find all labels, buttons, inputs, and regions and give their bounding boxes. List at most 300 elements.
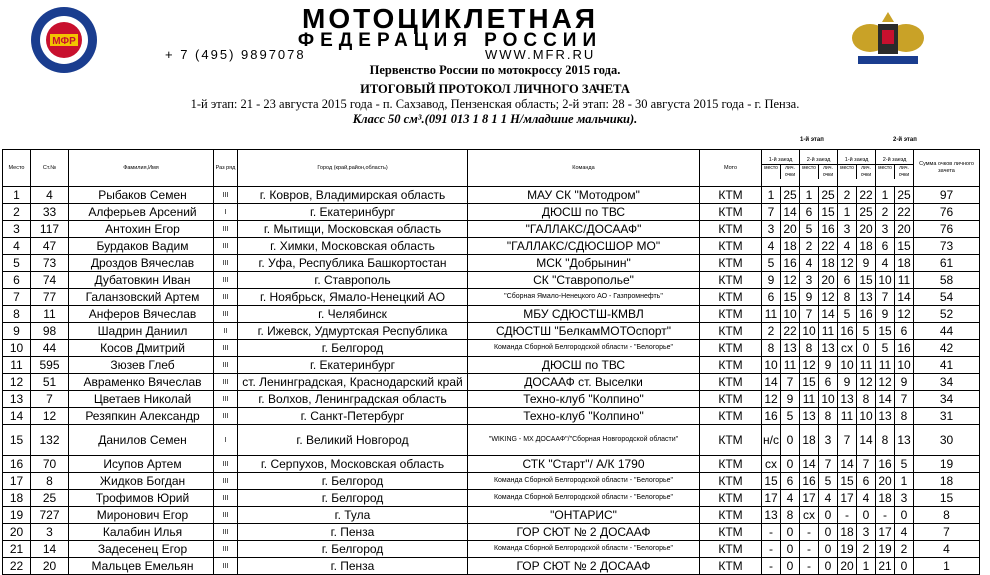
cell-team: СК "Ставрополье" <box>468 272 700 289</box>
cell-number: 33 <box>31 204 69 221</box>
cell-s2r2-place: 19 <box>876 541 895 558</box>
cell-team: ДЮСШ по ТВС <box>468 357 700 374</box>
cell-place: 19 <box>3 507 31 524</box>
cell-number: 25 <box>31 490 69 507</box>
cell-s1r1-place: сх <box>762 456 781 473</box>
cell-name: Резяпкин Александр <box>69 408 214 425</box>
cell-s1r2-points: 8 <box>819 408 838 425</box>
cell-s1r2-place: 16 <box>800 473 819 490</box>
cell-city: г. Уфа, Республика Башкортостан <box>238 255 468 272</box>
cell-s2r2-place: 10 <box>876 272 895 289</box>
cell-city: г. Екатеринбург <box>238 357 468 374</box>
col-number: Ст.№ <box>31 150 69 187</box>
cell-s2r2-place: 16 <box>876 456 895 473</box>
cell-s1r1-points: 18 <box>781 238 800 255</box>
cell-s1r1-points: 25 <box>781 187 800 204</box>
col-name: Фамилия,Имя <box>69 150 214 187</box>
cell-s2r2-points: 0 <box>895 558 914 575</box>
cell-s2r2-place: 20 <box>876 473 895 490</box>
table-row <box>3 340 980 357</box>
cell-s1r1-points: 14 <box>781 204 800 221</box>
cell-place: 5 <box>3 255 31 272</box>
cell-moto: КТМ <box>700 357 762 374</box>
cell-s1r1-place: н/с <box>762 425 781 456</box>
col-team: Команда <box>468 150 700 187</box>
cell-s2r1-points: 14 <box>857 425 876 456</box>
cell-s1r2-place: 5 <box>800 221 819 238</box>
cell-place: 20 <box>3 524 31 541</box>
cell-rank: III <box>214 255 238 272</box>
cell-s1r1-place: 16 <box>762 408 781 425</box>
cell-rank: III <box>214 238 238 255</box>
cell-s2r2-place: 2 <box>876 204 895 221</box>
cell-team: ГОР СЮТ № 2 ДОСААФ <box>468 558 700 575</box>
cell-s2r1-points: 7 <box>857 456 876 473</box>
cell-s2r1-points: 13 <box>857 289 876 306</box>
table-row <box>3 541 980 558</box>
cell-s1r2-points: 10 <box>819 391 838 408</box>
table-row <box>3 456 980 473</box>
cell-s1r1-place: 15 <box>762 473 781 490</box>
cell-total: 97 <box>914 187 980 204</box>
cell-rank: III <box>214 272 238 289</box>
cell-s2r1-place: 12 <box>838 255 857 272</box>
cell-s1r1-points: 0 <box>781 541 800 558</box>
cell-number: 70 <box>31 456 69 473</box>
cell-s2r1-place: 14 <box>838 456 857 473</box>
cell-moto: КТМ <box>700 238 762 255</box>
cell-s2r1-points: 22 <box>857 187 876 204</box>
cell-s1r1-points: 13 <box>781 340 800 357</box>
cell-s2r1-place: 20 <box>838 558 857 575</box>
cell-rank: III <box>214 357 238 374</box>
cell-name: Зюзев Глеб <box>69 357 214 374</box>
cell-total: 19 <box>914 456 980 473</box>
cell-moto: КТМ <box>700 221 762 238</box>
cell-team: "WIKING - MX ДОСААФ"/"Сборная Новгородской области" <box>468 425 700 456</box>
table-row <box>3 238 980 255</box>
cell-s1r2-place: 13 <box>800 408 819 425</box>
cell-total: 76 <box>914 221 980 238</box>
table-row <box>3 221 980 238</box>
cell-name: Жидков Богдан <box>69 473 214 490</box>
cell-moto: КТМ <box>700 490 762 507</box>
col-stage1-race1: 1-й заезд место лич. очки <box>762 150 800 187</box>
cell-s2r1-points: 8 <box>857 391 876 408</box>
cell-city: г. Челябинск <box>238 306 468 323</box>
cell-s2r1-place: 6 <box>838 272 857 289</box>
table-row <box>3 357 980 374</box>
cell-s2r1-place: 1 <box>838 204 857 221</box>
cell-s2r2-points: 2 <box>895 541 914 558</box>
cell-total: 1 <box>914 558 980 575</box>
cell-s1r1-points: 22 <box>781 323 800 340</box>
cell-s2r2-points: 12 <box>895 306 914 323</box>
table-row <box>3 272 980 289</box>
table-row <box>3 408 980 425</box>
double-eagle-emblem-icon <box>848 10 928 70</box>
cell-city: г. Белгород <box>238 541 468 558</box>
cell-s1r1-points: 11 <box>781 357 800 374</box>
cell-city: г. Ставрополь <box>238 272 468 289</box>
cell-s2r2-points: 7 <box>895 391 914 408</box>
cell-s1r1-points: 12 <box>781 272 800 289</box>
cell-s1r1-place: 17 <box>762 490 781 507</box>
cell-s1r2-place: - <box>800 541 819 558</box>
cell-s1r2-place: 17 <box>800 490 819 507</box>
cell-place: 13 <box>3 391 31 408</box>
cell-place: 22 <box>3 558 31 575</box>
cell-s1r2-place: 14 <box>800 456 819 473</box>
cell-city: г. Пенза <box>238 524 468 541</box>
cell-total: 61 <box>914 255 980 272</box>
cell-s1r2-place: - <box>800 524 819 541</box>
cell-city: г. Ижевск, Удмуртская Республика <box>238 323 468 340</box>
cell-moto: КТМ <box>700 524 762 541</box>
cell-s1r2-place: 6 <box>800 204 819 221</box>
document-titles <box>0 63 990 127</box>
website: WWW.MFR.RU <box>485 47 596 62</box>
cell-s2r1-place: 13 <box>838 391 857 408</box>
cell-total: 54 <box>914 289 980 306</box>
table-row <box>3 507 980 524</box>
cell-number: 51 <box>31 374 69 391</box>
cell-city: г. Тула <box>238 507 468 524</box>
cell-number: 44 <box>31 340 69 357</box>
cell-s1r1-place: 9 <box>762 272 781 289</box>
cell-place: 9 <box>3 323 31 340</box>
cell-number: 7 <box>31 391 69 408</box>
cell-s1r1-points: 20 <box>781 221 800 238</box>
table-row <box>3 323 980 340</box>
cell-s2r1-place: 9 <box>838 374 857 391</box>
cell-s1r2-place: 10 <box>800 323 819 340</box>
results-table <box>2 149 980 575</box>
cell-s2r1-place: 18 <box>838 524 857 541</box>
cell-place: 4 <box>3 238 31 255</box>
stage1-label: 1-й этап <box>800 137 824 143</box>
cell-total: 34 <box>914 374 980 391</box>
cell-s1r2-points: 20 <box>819 272 838 289</box>
col-rank: Раз ряд <box>214 150 238 187</box>
contact-line <box>165 47 745 62</box>
cell-s1r1-place: - <box>762 558 781 575</box>
cell-team: Команда Сборной Белгородской области - "Белогорье" <box>468 490 700 507</box>
cell-name: Цветаев Николай <box>69 391 214 408</box>
cell-s1r2-place: 4 <box>800 255 819 272</box>
cell-team: "ГАЛЛАКС/СДЮСШОР МО" <box>468 238 700 255</box>
cell-s2r2-points: 6 <box>895 323 914 340</box>
cell-s1r2-place: 1 <box>800 187 819 204</box>
cell-total: 4 <box>914 541 980 558</box>
cell-s2r1-points: 6 <box>857 473 876 490</box>
cell-total: 76 <box>914 204 980 221</box>
cell-moto: КТМ <box>700 408 762 425</box>
cell-number: 727 <box>31 507 69 524</box>
cell-name: Авраменко Вячеслав <box>69 374 214 391</box>
cell-s2r1-place: 3 <box>838 221 857 238</box>
cell-place: 2 <box>3 204 31 221</box>
cell-s2r1-place: 16 <box>838 323 857 340</box>
cell-team: ДЮСШ по ТВС <box>468 204 700 221</box>
cell-city: г. Санкт-Петербург <box>238 408 468 425</box>
cell-team: СДЮСТШ "БелкамМОТОспорт" <box>468 323 700 340</box>
cell-team: Техно-клуб "Колпино" <box>468 408 700 425</box>
cell-number: 14 <box>31 541 69 558</box>
cell-s2r2-place: 14 <box>876 391 895 408</box>
cell-s1r2-place: - <box>800 558 819 575</box>
cell-name: Дроздов Вячеслав <box>69 255 214 272</box>
col-city: Город (край,район,область) <box>238 150 468 187</box>
table-row <box>3 558 980 575</box>
cell-place: 6 <box>3 272 31 289</box>
col-stage2-race2: 2-й заезд место лич. очки <box>876 150 914 187</box>
cell-total: 34 <box>914 391 980 408</box>
cell-s1r1-points: 6 <box>781 473 800 490</box>
cell-name: Антохин Егор <box>69 221 214 238</box>
cell-s2r1-points: 16 <box>857 306 876 323</box>
cell-s2r1-place: 17 <box>838 490 857 507</box>
table-row <box>3 490 980 507</box>
cell-s2r1-points: 0 <box>857 340 876 357</box>
cell-s2r1-points: 5 <box>857 323 876 340</box>
cell-number: 74 <box>31 272 69 289</box>
cell-s1r2-points: 9 <box>819 357 838 374</box>
cell-team: МСК "Добрынин" <box>468 255 700 272</box>
cell-s1r1-points: 9 <box>781 391 800 408</box>
cell-rank: III <box>214 473 238 490</box>
cell-s2r2-place: 1 <box>876 187 895 204</box>
cell-total: 8 <box>914 507 980 524</box>
col-place: Место <box>3 150 31 187</box>
org-name-line2: ФЕДЕРАЦИЯ РОССИИ <box>297 30 603 51</box>
cell-s2r1-place: 15 <box>838 473 857 490</box>
cell-s1r2-points: 4 <box>819 490 838 507</box>
cell-s1r1-place: 3 <box>762 221 781 238</box>
cell-s2r1-place: 2 <box>838 187 857 204</box>
cell-s1r2-points: 11 <box>819 323 838 340</box>
cell-team: МАУ СК "Мотодром" <box>468 187 700 204</box>
cell-s2r2-place: 4 <box>876 255 895 272</box>
cell-moto: КТМ <box>700 456 762 473</box>
stages-info: 1-й этап: 21 - 23 августа 2015 года - п. Сахзавод, Пензенская область; 2-й этап: 28 - 30 августа 2015 года - г. Пенза. <box>190 97 800 111</box>
cell-number: 11 <box>31 306 69 323</box>
cell-s1r2-place: 7 <box>800 306 819 323</box>
cell-s1r1-points: 10 <box>781 306 800 323</box>
cell-s2r2-points: 8 <box>895 408 914 425</box>
cell-place: 8 <box>3 306 31 323</box>
cell-rank: III <box>214 391 238 408</box>
cell-city: г. Белгород <box>238 473 468 490</box>
cell-moto: КТМ <box>700 323 762 340</box>
cell-s2r2-place: - <box>876 507 895 524</box>
cell-s1r2-points: 15 <box>819 204 838 221</box>
cell-rank: I <box>214 204 238 221</box>
cell-place: 17 <box>3 473 31 490</box>
cell-s1r1-place: - <box>762 524 781 541</box>
cell-s1r2-points: 16 <box>819 221 838 238</box>
cell-number: 12 <box>31 408 69 425</box>
cell-place: 10 <box>3 340 31 357</box>
cell-team: СТК "Старт"/ А/К 1790 <box>468 456 700 473</box>
cell-s1r2-points: 12 <box>819 289 838 306</box>
cell-s1r2-points: 7 <box>819 456 838 473</box>
cell-s1r2-points: 0 <box>819 558 838 575</box>
cell-total: 15 <box>914 490 980 507</box>
cell-s1r1-place: 1 <box>762 187 781 204</box>
cell-name: Трофимов Юрий <box>69 490 214 507</box>
cell-s1r2-points: 5 <box>819 473 838 490</box>
cell-number: 20 <box>31 558 69 575</box>
cell-s1r2-points: 25 <box>819 187 838 204</box>
cell-place: 12 <box>3 374 31 391</box>
cell-s2r2-points: 14 <box>895 289 914 306</box>
cell-s2r1-place: сх <box>838 340 857 357</box>
cell-moto: КТМ <box>700 558 762 575</box>
cell-s2r2-points: 9 <box>895 374 914 391</box>
cell-s1r2-place: 18 <box>800 425 819 456</box>
table-header <box>3 150 980 187</box>
cell-s2r2-points: 13 <box>895 425 914 456</box>
cell-s2r1-place: 5 <box>838 306 857 323</box>
cell-number: 3 <box>31 524 69 541</box>
cell-s2r2-place: 17 <box>876 524 895 541</box>
cell-rank: III <box>214 490 238 507</box>
cell-place: 7 <box>3 289 31 306</box>
cell-number: 77 <box>31 289 69 306</box>
cell-rank: III <box>214 221 238 238</box>
cell-moto: КТМ <box>700 541 762 558</box>
cell-city: г. Екатеринбург <box>238 204 468 221</box>
cell-s1r1-place: 5 <box>762 255 781 272</box>
cell-rank: III <box>214 558 238 575</box>
cell-team: "ОНТАРИС" <box>468 507 700 524</box>
cell-total: 41 <box>914 357 980 374</box>
cell-s2r2-place: 3 <box>876 221 895 238</box>
cell-s1r2-place: 11 <box>800 391 819 408</box>
cell-s1r1-place: 13 <box>762 507 781 524</box>
cell-s2r2-place: 8 <box>876 425 895 456</box>
table-row <box>3 473 980 490</box>
cell-number: 98 <box>31 323 69 340</box>
cell-s1r2-place: 12 <box>800 357 819 374</box>
table-row <box>3 187 980 204</box>
cell-s2r2-place: 15 <box>876 323 895 340</box>
cell-city: г. Волхов, Ленинградская область <box>238 391 468 408</box>
cell-s2r1-points: 0 <box>857 507 876 524</box>
cell-moto: КТМ <box>700 187 762 204</box>
cell-city: г. Пенза <box>238 558 468 575</box>
cell-s2r1-place: 11 <box>838 408 857 425</box>
cell-rank: III <box>214 340 238 357</box>
cell-s1r2-place: сх <box>800 507 819 524</box>
cell-place: 11 <box>3 357 31 374</box>
cell-s2r2-place: 7 <box>876 289 895 306</box>
cell-name: Дубатовкин Иван <box>69 272 214 289</box>
cell-s2r1-points: 9 <box>857 255 876 272</box>
cell-total: 31 <box>914 408 980 425</box>
cell-name: Миронович Егор <box>69 507 214 524</box>
cell-name: Исупов Артем <box>69 456 214 473</box>
cell-moto: КТМ <box>700 425 762 456</box>
organization-name <box>150 3 750 52</box>
col-moto: Мото <box>700 150 762 187</box>
cell-total: 58 <box>914 272 980 289</box>
cell-place: 14 <box>3 408 31 425</box>
cell-number: 117 <box>31 221 69 238</box>
cell-name: Бурдаков Вадим <box>69 238 214 255</box>
cell-s1r1-place: 8 <box>762 340 781 357</box>
cell-s1r2-points: 0 <box>819 541 838 558</box>
cell-city: г. Серпухов, Московская область <box>238 456 468 473</box>
cell-s2r2-points: 16 <box>895 340 914 357</box>
cell-rank: III <box>214 289 238 306</box>
cell-team: Команда Сборной Белгородской области - "Белогорье" <box>468 473 700 490</box>
cell-s2r1-points: 18 <box>857 238 876 255</box>
cell-s1r1-points: 7 <box>781 374 800 391</box>
cell-s1r1-points: 0 <box>781 524 800 541</box>
cell-s1r1-points: 16 <box>781 255 800 272</box>
cell-place: 1 <box>3 187 31 204</box>
cell-team: "Сборная Ямало-Ненецкого АО - Газпромнефть" <box>468 289 700 306</box>
cell-team: Команда Сборной Белгородской области - "Белогорье" <box>468 541 700 558</box>
cell-rank: III <box>214 306 238 323</box>
class-info: Класс 50 см³.(091 013 1 8 1 1 Н/младшие мальчики). <box>352 112 638 126</box>
cell-s2r1-place: 10 <box>838 357 857 374</box>
cell-s1r1-place: 14 <box>762 374 781 391</box>
cell-number: 73 <box>31 255 69 272</box>
cell-name: Мальцев Емельян <box>69 558 214 575</box>
cell-s1r1-place: 10 <box>762 357 781 374</box>
cell-s1r1-place: 6 <box>762 289 781 306</box>
cell-s1r2-place: 15 <box>800 374 819 391</box>
cell-moto: КТМ <box>700 507 762 524</box>
cell-s1r2-place: 2 <box>800 238 819 255</box>
cell-s2r1-place: 7 <box>838 425 857 456</box>
cell-rank: III <box>214 507 238 524</box>
cell-rank: III <box>214 374 238 391</box>
cell-s2r2-place: 18 <box>876 490 895 507</box>
cell-total: 30 <box>914 425 980 456</box>
cell-s1r2-points: 14 <box>819 306 838 323</box>
cell-s2r1-place: 8 <box>838 289 857 306</box>
cell-s1r1-place: 7 <box>762 204 781 221</box>
table-row <box>3 306 980 323</box>
cell-s1r1-points: 0 <box>781 456 800 473</box>
phone: + 7 (495) 9897078 <box>165 47 306 62</box>
cell-total: 42 <box>914 340 980 357</box>
col-stage2-race1: 1-й заезд место лич. очки <box>838 150 876 187</box>
cell-s2r2-points: 0 <box>895 507 914 524</box>
cell-s2r2-points: 1 <box>895 473 914 490</box>
cell-team: ДОСААФ ст. Выселки <box>468 374 700 391</box>
cell-number: 8 <box>31 473 69 490</box>
cell-s2r2-points: 5 <box>895 456 914 473</box>
protocol-title: ИТОГОВЫЙ ПРОТОКОЛ ЛИЧНОГО ЗАЧЕТА <box>360 82 630 96</box>
cell-city: г. Мытищи, Московская область <box>238 221 468 238</box>
col-stage1-race2: 2-й заезд место лич. очки <box>800 150 838 187</box>
org-name-line1: МОТОЦИКЛЕТНАЯ <box>302 3 598 34</box>
cell-s2r2-place: 6 <box>876 238 895 255</box>
cell-s2r2-place: 12 <box>876 374 895 391</box>
cell-s2r1-place: 19 <box>838 541 857 558</box>
cell-city: г. Химки, Московская область <box>238 238 468 255</box>
results-body <box>3 187 980 575</box>
cell-rank: III <box>214 408 238 425</box>
table-row <box>3 374 980 391</box>
cell-s2r1-points: 20 <box>857 221 876 238</box>
cell-s1r1-points: 4 <box>781 490 800 507</box>
